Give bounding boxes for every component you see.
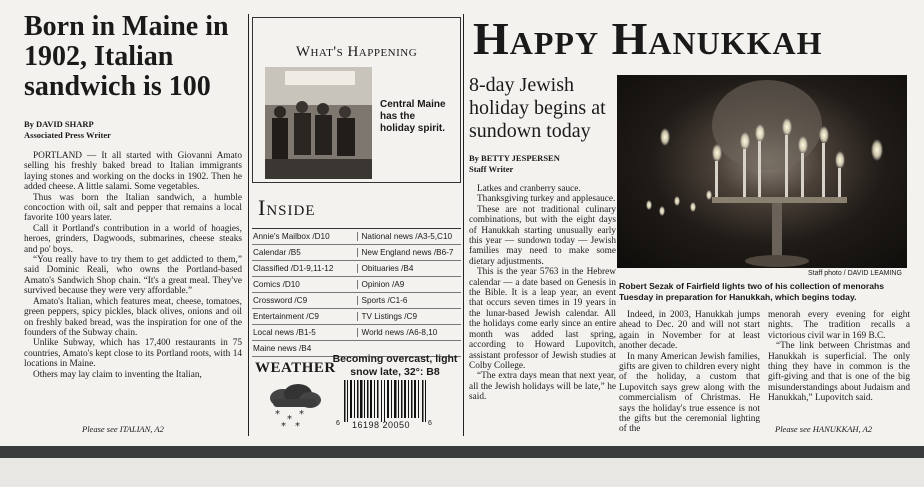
- whats-happening-photo[interactable]: [265, 67, 372, 179]
- left-jump-link[interactable]: Please see ITALIAN, A2: [82, 424, 164, 434]
- weather-forecast: Becoming overcast, light snow late, 32°: B8: [332, 353, 458, 378]
- column-divider: [248, 14, 249, 436]
- right-paragraph: This is the year 5763 in the Hebrew calendar — a date based on Genesis in the Bible. It is a leap year, an event that occurs seven times in 19 years in the lunar-based Jewish calendar. All the holidays come early since an entire month was added last spring, according to Howard Lupovitch, assistant professor of Jewish studies at Colby College.: [469, 267, 616, 371]
- right-paragraph: Thanksgiving turkey and applesauce.: [477, 194, 616, 205]
- hanukkah-banner: Happy Hanukkah: [473, 13, 823, 64]
- photo-caption: Robert Sezak of Fairfield lights two of his collection of menorahs Tuesday in preparation for Hanukkah, which begins today.: [619, 281, 885, 302]
- whats-happening-caption: Central Maine has the holiday spirit.: [380, 99, 446, 134]
- inside-entry[interactable]: Local news /B1-5: [253, 328, 316, 337]
- svg-text:*: *: [287, 414, 292, 425]
- left-story-body: [24, 151, 242, 380]
- photo-credit: Staff photo / DAVID LEAMING: [808, 270, 902, 277]
- barcode: [336, 380, 435, 430]
- inside-entry[interactable]: Classified /D1-9,11-12: [253, 264, 334, 273]
- left-paragraph: “You really have to try them to get addicted to them,” said Dominic Reali, who owns the Portland-based Amato's Sandwich Shop chain. “It's a great meal. They've survived because they were very affordable.”: [24, 255, 242, 297]
- snow-cloud-icon: [265, 382, 323, 430]
- left-paragraph: PORTLAND — It all started with Giovanni Amato selling his freshly baked bread to Italian immigrants laying stones and working on the docks in 1902. Then he added cheese. A little salami. Some vegetables.: [24, 151, 242, 193]
- svg-text:*: *: [299, 409, 304, 420]
- right-paragraph: menorah every evening for eight nights. The tradition recalls a victorious civil war in 169 B.C.: [768, 310, 910, 341]
- barcode-digits: 16198 20050: [352, 420, 411, 430]
- inside-row: [252, 293, 461, 309]
- inside-entry[interactable]: National news /A3-5,C10: [357, 232, 462, 241]
- svg-text:*: *: [275, 409, 280, 420]
- left-paragraph: Call it Portland's contribution in a world of hoagies, heroes, grinders, Dagwoods, submarines, cheese steaks and po' boys.: [24, 223, 242, 255]
- inside-entry[interactable]: Opinion /A9: [357, 280, 462, 289]
- left-byline: [24, 119, 234, 141]
- right-story-col2: [619, 310, 760, 435]
- inside-row: [252, 245, 461, 261]
- inside-entry[interactable]: Comics /D10: [253, 280, 300, 289]
- left-byline-role: Associated Press Writer: [24, 130, 111, 140]
- inside-entry[interactable]: TV Listings /C9: [357, 312, 462, 321]
- inside-entry[interactable]: Maine news /B4: [253, 344, 312, 353]
- right-story-col3: [768, 310, 910, 404]
- weather-label: WEATHER: [255, 360, 336, 376]
- whats-happening-title: What's Happening: [295, 44, 418, 60]
- right-paragraph: In many American Jewish families, gifts are given to children every night of the holiday, a custom that Lupovitch says grew along with the commercialism of Christmas. He says the holiday's true essence is not the gifts but the ceremonial lighting of the: [619, 351, 760, 435]
- left-paragraph: Thus was born the Italian sandwich, a humble concoction with oil, salt and pepper that remains a local favorite 100 years later.: [24, 192, 242, 224]
- left-paragraph: Others may lay claim to inventing the Italian,: [33, 369, 202, 380]
- right-paragraph: Latkes and cranberry sauce.: [477, 184, 581, 194]
- inside-row: [252, 325, 461, 341]
- left-byline-name: By DAVID SHARP: [24, 119, 94, 129]
- svg-text:*: *: [281, 421, 286, 430]
- inside-title: Inside: [258, 195, 316, 220]
- inside-entry[interactable]: Sports /C1-6: [357, 296, 462, 305]
- right-byline-name: By BETTY JESPERSEN: [469, 153, 560, 163]
- inside-entry[interactable]: Calendar /B5: [253, 248, 301, 257]
- right-subheadline: 8-day Jewish holiday begins at sundown today: [469, 74, 606, 142]
- inside-entry[interactable]: Crossword /C9: [253, 296, 308, 305]
- inside-row: [252, 309, 461, 325]
- inside-row: [252, 229, 461, 245]
- inside-row: [252, 261, 461, 277]
- right-story-col1: [469, 184, 616, 403]
- left-headline: Born in Maine in 1902, Italian sandwich is 100: [24, 11, 229, 102]
- right-paragraph: These are not traditional culinary combinations, but with the eight days of Hanukkah starting unusually early this year — sundown today — Jewish families may need to make some dietary adjustments.: [469, 204, 616, 267]
- right-paragraph: “The extra days mean that next year, all the Jewish holidays will be late,” he said.: [469, 371, 616, 403]
- inside-entry[interactable]: Annie's Mailbox /D10: [253, 232, 330, 241]
- left-paragraph: Amato's Italian, which features meat, cheese, tomatoes, green peppers, spicy pickles, black olives, onions and oil on freshly baked bread, was the inspiration for one of the founders of the Subway chain.: [24, 296, 242, 338]
- inside-row: [252, 277, 461, 293]
- right-jump-link[interactable]: Please see HANUKKAH, A2: [775, 424, 873, 434]
- right-paragraph: “The link between Christmas and Hanukkah is superficial. The only thing they have in common is the gift-giving and that is one of the big misunderstandings about Judaism and Hanukkah,” Lupovitch said.: [768, 341, 910, 404]
- svg-text:*: *: [295, 421, 300, 430]
- right-paragraph: Indeed, in 2003, Hanukkah jumps ahead to Dec. 20 and will not start again in November for at least another decade.: [619, 310, 760, 352]
- column-divider: [463, 14, 464, 436]
- left-paragraph: Unlike Subway, which has 17,400 restaurants in 75 countries, Amato's kept close to its Portland roots, with 14 locations in Maine.: [24, 338, 242, 370]
- inside-entry[interactable]: Obituaries /B4: [357, 264, 462, 273]
- barcode-digit-right: 6: [428, 420, 432, 427]
- right-byline-role: Staff Writer: [469, 164, 514, 174]
- inside-entry[interactable]: Entertainment /C9: [253, 312, 319, 321]
- page-bottom-margin: [0, 458, 924, 487]
- barcode-digit-left: 6: [336, 420, 340, 427]
- inside-index: [252, 228, 461, 357]
- right-byline: [469, 153, 629, 175]
- page-footer-band: [0, 446, 924, 458]
- inside-entry[interactable]: World news /A6-8,10: [357, 328, 462, 337]
- inside-entry[interactable]: New England news /B6-7: [357, 248, 462, 257]
- menorah-photo[interactable]: [617, 75, 907, 268]
